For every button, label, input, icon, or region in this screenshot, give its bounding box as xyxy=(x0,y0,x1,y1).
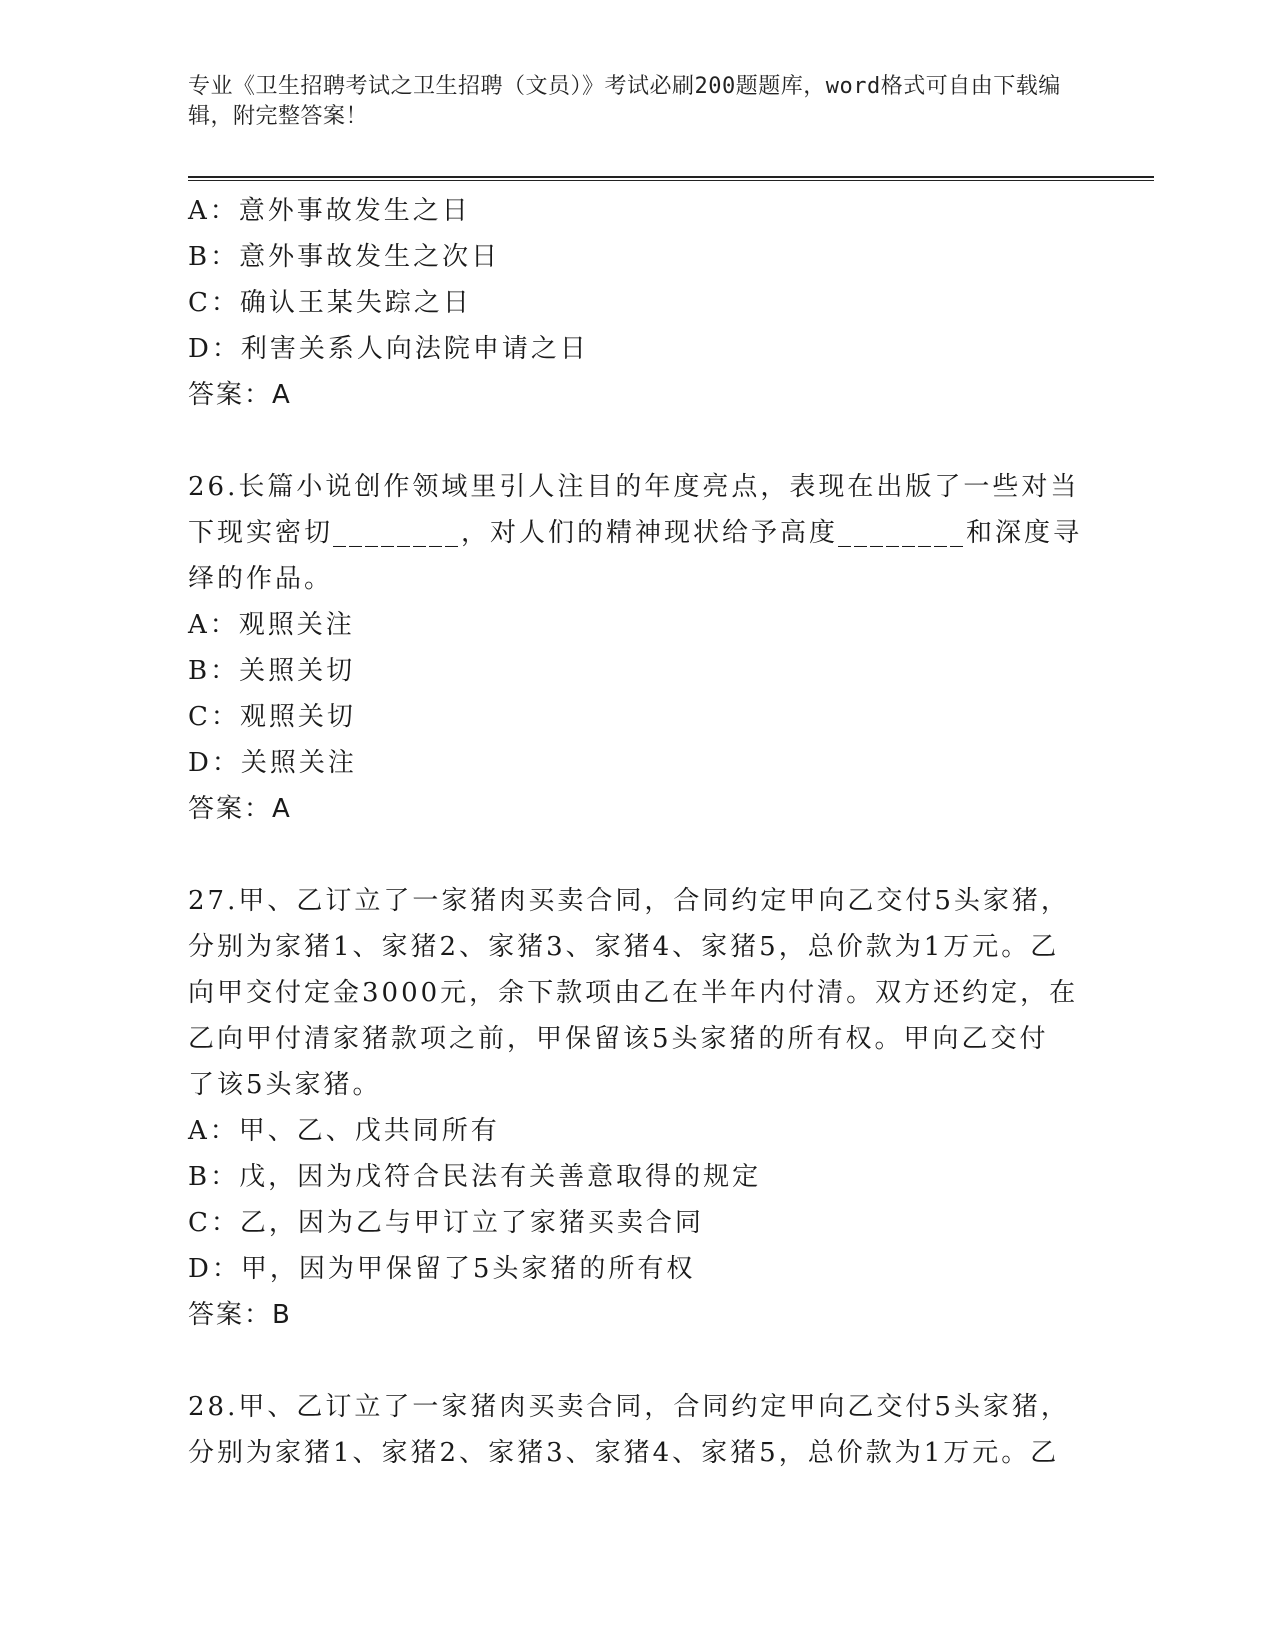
question-25-continued xyxy=(188,188,1088,418)
option-d: D：利害关系人向法院申请之日 xyxy=(188,334,589,364)
answer-line: 答案：A xyxy=(188,794,292,824)
question-26 xyxy=(188,464,1088,832)
question-stem-line: 27.甲、乙订立了一家猪肉买卖合同，合同约定甲向乙交付5头家猪， xyxy=(188,886,1070,916)
document-body xyxy=(188,188,1088,1476)
option-b: B：戊，因为戊符合民法有关善意取得的规定 xyxy=(188,1162,762,1192)
question-stem-line: 乙向甲付清家猪款项之前，甲保留该5头家猪的所有权。甲向乙交付 xyxy=(188,1024,1049,1054)
question-28 xyxy=(188,1384,1088,1476)
question-stem-line: 下现实密切________，对人们的精神现状给予高度________和深度寻 xyxy=(188,518,1083,548)
option-b: B：意外事故发生之次日 xyxy=(188,242,501,272)
question-stem-line: 28.甲、乙订立了一家猪肉买卖合同，合同约定甲向乙交付5头家猪， xyxy=(188,1392,1070,1422)
option-c: C：乙，因为乙与甲订立了家猪买卖合同 xyxy=(188,1208,704,1238)
option-c: C：观照关切 xyxy=(188,702,356,732)
option-a: A：意外事故发生之日 xyxy=(188,196,471,226)
question-stem-line: 分别为家猪1、家猪2、家猪3、家猪4、家猪5，总价款为1万元。乙 xyxy=(188,1438,1060,1468)
option-c: C：确认王某失踪之日 xyxy=(188,288,472,318)
option-d: D：甲，因为甲保留了5头家猪的所有权 xyxy=(188,1254,696,1284)
question-stem-line: 分别为家猪1、家猪2、家猪3、家猪4、家猪5，总价款为1万元。乙 xyxy=(188,932,1060,962)
option-a: A：观照关注 xyxy=(188,610,355,640)
header-divider xyxy=(188,176,1154,181)
option-d: D：关照关注 xyxy=(188,748,357,778)
option-a: A：甲、乙、戊共同所有 xyxy=(188,1116,500,1146)
question-stem-line: 向甲交付定金3000元，余下款项由乙在半年内付清。双方还约定，在 xyxy=(188,978,1079,1008)
answer-line: 答案：B xyxy=(188,1300,292,1330)
page-header xyxy=(188,72,1068,132)
answer-line: 答案：A xyxy=(188,380,292,410)
question-stem-line: 26.长篇小说创作领域里引人注目的年度亮点，表现在出版了一些对当 xyxy=(188,472,1080,502)
question-stem-line: 绎的作品。 xyxy=(188,564,334,594)
header-text: 专业《卫生招聘考试之卫生招聘（文员）》考试必刷200题题库，word格式可自由下载编辑，附完整答案！ xyxy=(188,74,1061,129)
question-27 xyxy=(188,878,1088,1338)
option-b: B：关照关切 xyxy=(188,656,356,686)
question-stem-line: 了该5头家猪。 xyxy=(188,1070,382,1100)
